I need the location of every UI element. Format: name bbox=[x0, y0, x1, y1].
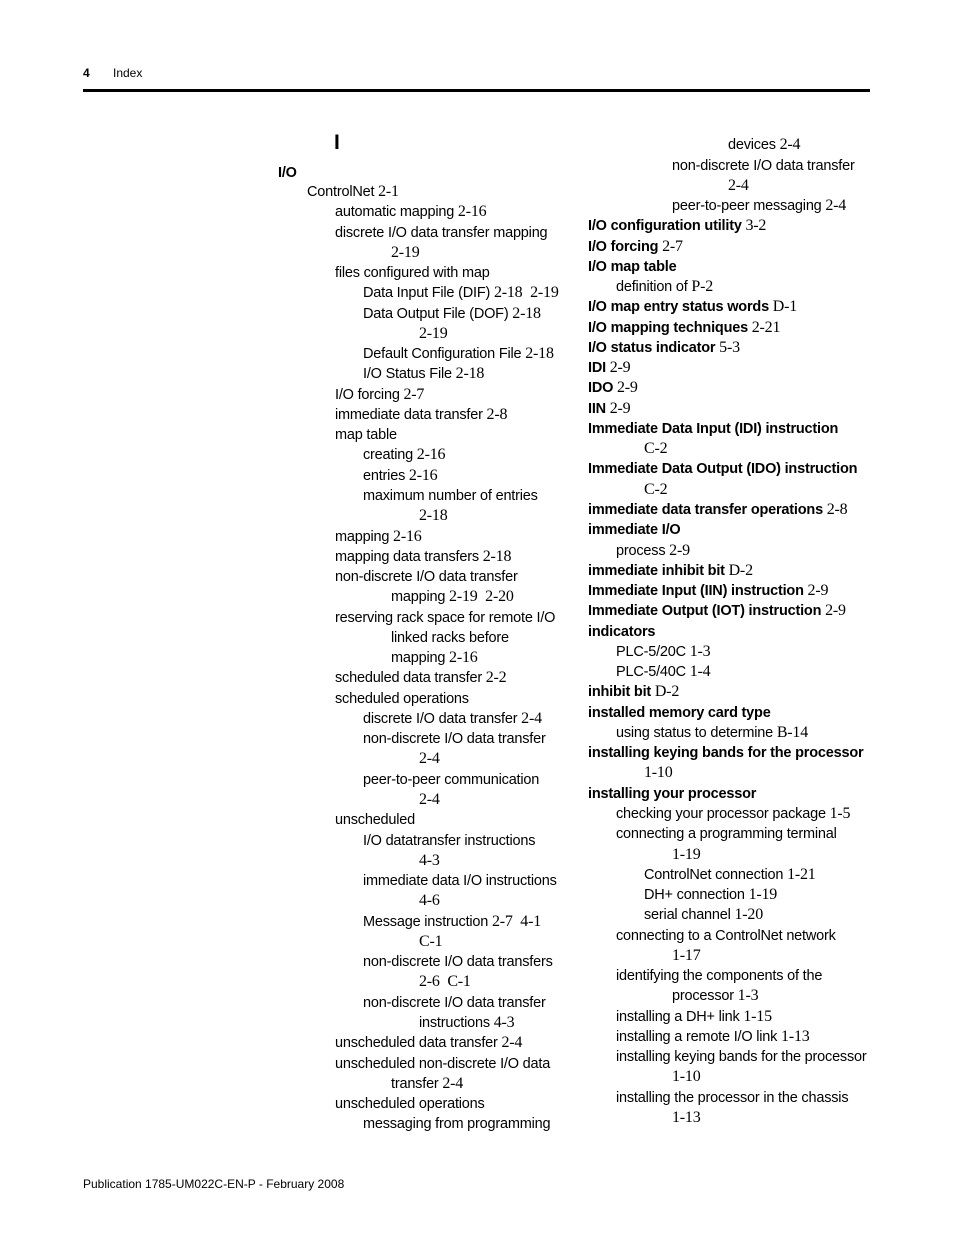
index-entry bbox=[588, 581, 828, 601]
index-entry bbox=[363, 770, 539, 790]
index-term: Data Output File (DOF) bbox=[363, 306, 509, 322]
index-entry bbox=[335, 668, 506, 688]
page-reference: 4-6 bbox=[419, 892, 440, 909]
index-entry bbox=[363, 486, 538, 506]
index-term: Immediate Input (IIN) instruction bbox=[588, 583, 804, 599]
index-term: discrete I/O data transfer mapping bbox=[335, 225, 548, 241]
index-entry bbox=[616, 1088, 848, 1108]
index-entry bbox=[335, 385, 424, 405]
index-term: non-discrete I/O data transfer bbox=[363, 731, 546, 747]
page-reference: C-2 bbox=[644, 440, 668, 457]
page-reference: 1-13 bbox=[777, 1028, 810, 1045]
index-entry bbox=[588, 703, 771, 723]
page-reference: 1-20 bbox=[730, 906, 764, 923]
index-entry bbox=[728, 135, 800, 155]
index-entry bbox=[419, 851, 440, 871]
index-entry bbox=[419, 790, 440, 810]
page-reference: D-2 bbox=[651, 683, 680, 700]
index-term: immediate inhibit bit bbox=[588, 563, 725, 579]
index-term: installing the processor in the chassis bbox=[616, 1090, 849, 1106]
index-term: Immediate Data Input (IDI) instruction bbox=[588, 421, 839, 437]
page-reference: 2-9 bbox=[665, 542, 690, 559]
page-reference: D-2 bbox=[724, 562, 753, 579]
page-reference: 2-19 2-20 bbox=[445, 588, 514, 605]
index-term: immediate data transfer bbox=[335, 407, 483, 423]
index-term: maximum number of entries bbox=[363, 488, 538, 504]
index-term: I/O configuration utility bbox=[588, 218, 742, 234]
page-reference: 2-9 bbox=[605, 359, 631, 376]
index-term: Immediate Output (IOT) instruction bbox=[588, 603, 822, 619]
index-term: serial channel bbox=[644, 907, 731, 923]
index-entry bbox=[419, 324, 448, 344]
page-reference: D-1 bbox=[768, 298, 798, 315]
index-term: I/O bbox=[278, 165, 297, 181]
page-reference: 2-18 2-19 bbox=[490, 284, 559, 301]
index-term: definition of bbox=[616, 279, 688, 295]
page-reference: 2-18 bbox=[508, 305, 541, 322]
index-entry bbox=[672, 156, 855, 176]
index-entry bbox=[335, 567, 518, 587]
index-term: installing a remote I/O link bbox=[616, 1029, 778, 1045]
index-entry bbox=[588, 419, 838, 439]
index-term: IIN bbox=[588, 401, 606, 417]
index-term: I/O forcing bbox=[335, 387, 400, 403]
index-term: files configured with map bbox=[335, 265, 490, 281]
page-reference: 2-2 bbox=[481, 669, 507, 686]
index-term: installing keying bands for the processor bbox=[588, 745, 864, 761]
index-entry bbox=[644, 763, 673, 783]
index-entry bbox=[616, 1027, 810, 1047]
running-header-section: Index bbox=[113, 66, 143, 80]
index-entry bbox=[588, 257, 676, 277]
index-term: immediate I/O bbox=[588, 522, 681, 538]
index-term: automatic mapping bbox=[335, 204, 455, 220]
index-entry bbox=[363, 283, 559, 303]
index-entry bbox=[616, 824, 837, 844]
page-reference: 2-18 bbox=[521, 345, 554, 362]
index-entry bbox=[335, 202, 486, 222]
index-entry bbox=[588, 318, 780, 338]
index-term: mapping data transfers bbox=[335, 549, 479, 565]
index-term: I/O Status File bbox=[363, 366, 452, 382]
index-entry bbox=[363, 709, 542, 729]
index-term: mapping bbox=[391, 650, 446, 666]
index-term: unscheduled operations bbox=[335, 1096, 485, 1112]
index-term: PLC-5/40C bbox=[616, 664, 686, 680]
page-reference: 2-16 bbox=[445, 649, 478, 666]
index-entry bbox=[363, 912, 541, 932]
index-entry bbox=[588, 216, 766, 236]
index-entry bbox=[588, 682, 679, 702]
index-entry bbox=[363, 364, 484, 384]
publication-footer: Publication 1785-UM022C-EN-P - February 2008 bbox=[83, 1177, 345, 1191]
index-entry bbox=[588, 601, 846, 621]
index-term: creating bbox=[363, 447, 413, 463]
index-term: transfer bbox=[391, 1076, 439, 1092]
index-entry bbox=[419, 749, 440, 769]
page-reference: 1-10 bbox=[672, 1068, 701, 1085]
index-term: mapping bbox=[335, 529, 390, 545]
index-entry bbox=[335, 527, 422, 547]
index-entry bbox=[588, 358, 630, 378]
page-reference: 2-19 bbox=[391, 244, 420, 261]
index-term: non-discrete I/O data transfer bbox=[672, 158, 855, 174]
page-reference: 2-8 bbox=[822, 501, 848, 518]
index-term: connecting to a ControlNet network bbox=[616, 928, 836, 944]
index-entry bbox=[672, 986, 758, 1006]
index-term: discrete I/O data transfer bbox=[363, 711, 518, 727]
page-reference: 1-17 bbox=[672, 947, 701, 964]
index-entry bbox=[363, 466, 437, 486]
index-entry bbox=[335, 608, 555, 628]
index-entry bbox=[672, 845, 701, 865]
index-entry bbox=[307, 182, 399, 202]
index-term: unscheduled bbox=[335, 812, 416, 828]
index-term: I/O datatransfer instructions bbox=[363, 833, 536, 849]
index-entry bbox=[616, 926, 836, 946]
index-term: peer-to-peer messaging bbox=[672, 198, 822, 214]
index-term: entries bbox=[363, 468, 406, 484]
index-term: IDO bbox=[588, 380, 614, 396]
index-entry bbox=[419, 506, 448, 526]
index-entry bbox=[419, 972, 471, 992]
index-entry bbox=[363, 445, 445, 465]
index-entry bbox=[588, 237, 683, 257]
page-reference: 2-16 bbox=[413, 446, 446, 463]
index-entry bbox=[616, 277, 713, 297]
index-entry bbox=[728, 176, 749, 196]
index-entry bbox=[335, 263, 490, 283]
page-reference: 2-1 bbox=[374, 183, 399, 200]
index-term: non-discrete I/O data transfers bbox=[363, 954, 553, 970]
index-entry bbox=[672, 1067, 701, 1087]
page-reference: 1-4 bbox=[685, 663, 711, 680]
page-reference: 2-4 bbox=[419, 750, 440, 767]
index-letter-heading: I bbox=[334, 131, 340, 154]
page-reference: 2-18 bbox=[451, 365, 485, 382]
index-term: processor bbox=[672, 988, 734, 1004]
page-number: 4 bbox=[83, 66, 90, 80]
index-entry bbox=[644, 865, 816, 885]
index-entry bbox=[335, 1033, 522, 1053]
index-entry bbox=[588, 297, 797, 317]
index-term: DH+ connection bbox=[644, 887, 745, 903]
page-reference: C-1 bbox=[419, 933, 443, 950]
index-entry bbox=[335, 810, 415, 830]
index-entry bbox=[363, 344, 554, 364]
page-reference: 1-10 bbox=[644, 764, 673, 781]
index-term: installed memory card type bbox=[588, 705, 771, 721]
index-entry bbox=[588, 500, 847, 520]
index-term: installing a DH+ link bbox=[616, 1009, 740, 1025]
index-term: scheduled operations bbox=[335, 691, 469, 707]
page-reference: 2-18 bbox=[478, 548, 512, 565]
index-term: I/O mapping techniques bbox=[588, 320, 748, 336]
index-term: linked racks before bbox=[391, 630, 509, 646]
page-reference: 5-3 bbox=[715, 339, 740, 356]
index-entry bbox=[363, 871, 557, 891]
index-entry bbox=[391, 648, 478, 668]
index-entry bbox=[335, 547, 511, 567]
page-reference: 2-7 bbox=[658, 238, 683, 255]
page-reference: 2-6 C-1 bbox=[419, 973, 471, 990]
page-reference: 2-4 bbox=[517, 710, 542, 727]
index-term: reserving rack space for remote I/O bbox=[335, 610, 556, 626]
index-term: process bbox=[616, 543, 666, 559]
index-entry bbox=[588, 338, 740, 358]
index-term: unscheduled data transfer bbox=[335, 1035, 498, 1051]
index-entry bbox=[363, 729, 546, 749]
index-term: I/O map entry status words bbox=[588, 299, 769, 315]
index-entry bbox=[363, 304, 541, 324]
index-entry bbox=[588, 622, 655, 642]
index-term: unscheduled non-discrete I/O data bbox=[335, 1056, 551, 1072]
page-reference: 1-19 bbox=[672, 846, 701, 863]
index-term: map table bbox=[335, 427, 397, 443]
index-term: Default Configuration File bbox=[363, 346, 522, 362]
index-term: inhibit bit bbox=[588, 684, 652, 700]
page-reference: 1-21 bbox=[783, 866, 816, 883]
index-term: instructions bbox=[419, 1015, 490, 1031]
index-term: non-discrete I/O data transfer bbox=[335, 569, 518, 585]
page-reference: 1-15 bbox=[739, 1008, 772, 1025]
page-reference: P-2 bbox=[687, 278, 714, 295]
page-reference: 1-3 bbox=[685, 643, 711, 660]
index-term: IDI bbox=[588, 360, 606, 376]
index-entry bbox=[616, 1047, 867, 1067]
page-reference: 2-21 bbox=[747, 319, 781, 336]
index-entry bbox=[644, 905, 763, 925]
index-term: peer-to-peer communication bbox=[363, 772, 540, 788]
index-entry bbox=[588, 459, 857, 479]
index-term: installing keying bands for the processor bbox=[616, 1049, 867, 1065]
page-reference: 1-13 bbox=[672, 1109, 701, 1126]
page-reference: 1-3 bbox=[733, 987, 759, 1004]
index-entry bbox=[335, 405, 507, 425]
page-reference: 2-4 bbox=[775, 136, 801, 153]
index-term: I/O map table bbox=[588, 259, 677, 275]
page-reference: 2-7 4-1 bbox=[488, 913, 542, 930]
index-entry bbox=[419, 932, 442, 952]
index-term: scheduled data transfer bbox=[335, 670, 482, 686]
index-entry bbox=[391, 243, 420, 263]
index-entry bbox=[616, 1007, 772, 1027]
index-entry bbox=[588, 743, 863, 763]
index-entry bbox=[335, 223, 547, 243]
index-term: ControlNet bbox=[307, 184, 375, 200]
index-entry bbox=[391, 628, 509, 648]
index-term: checking your processor package bbox=[616, 806, 826, 822]
page-reference: 1-19 bbox=[744, 886, 778, 903]
page-reference: 2-16 bbox=[389, 528, 422, 545]
index-term: immediate data I/O instructions bbox=[363, 873, 557, 889]
page-reference: 2-16 bbox=[454, 203, 487, 220]
page-reference: 2-4 bbox=[728, 177, 749, 194]
index-entry bbox=[335, 1054, 550, 1074]
index-entry bbox=[363, 993, 546, 1013]
index-term: non-discrete I/O data transfer bbox=[363, 995, 546, 1011]
index-entry bbox=[672, 1108, 701, 1128]
index-entry bbox=[391, 587, 514, 607]
index-entry bbox=[363, 952, 553, 972]
index-term: I/O forcing bbox=[588, 239, 659, 255]
page-reference: 2-9 bbox=[605, 400, 631, 417]
page-reference: 2-9 bbox=[803, 582, 829, 599]
page-reference: 2-18 bbox=[419, 507, 448, 524]
page-reference: 2-9 bbox=[821, 602, 846, 619]
header-rule bbox=[83, 89, 870, 92]
page-reference: 3-2 bbox=[741, 217, 767, 234]
index-entry bbox=[644, 480, 667, 500]
index-entry bbox=[391, 1074, 463, 1094]
index-entry bbox=[588, 378, 638, 398]
page-reference: 2-19 bbox=[419, 325, 448, 342]
page-reference: 2-4 bbox=[497, 1034, 523, 1051]
index-term: installing your processor bbox=[588, 786, 757, 802]
index-term: messaging from programming bbox=[363, 1116, 551, 1132]
page-reference: B-14 bbox=[773, 724, 809, 741]
index-entry bbox=[335, 689, 469, 709]
index-term: mapping bbox=[391, 589, 446, 605]
index-term: Immediate Data Output (IDO) instruction bbox=[588, 461, 858, 477]
index-term: identifying the components of the bbox=[616, 968, 823, 984]
page-reference: 2-4 bbox=[419, 791, 440, 808]
index-entry bbox=[335, 1094, 485, 1114]
index-entry bbox=[363, 831, 535, 851]
index-entry bbox=[419, 1013, 514, 1033]
index-entry bbox=[644, 885, 777, 905]
index-entry bbox=[588, 399, 630, 419]
index-entry bbox=[616, 966, 822, 986]
page-reference: 4-3 bbox=[419, 852, 440, 869]
page-reference: 2-4 bbox=[821, 197, 847, 214]
page-reference: C-2 bbox=[644, 481, 668, 498]
index-entry bbox=[419, 891, 440, 911]
page-reference: 2-4 bbox=[438, 1075, 464, 1092]
page-reference: 4-3 bbox=[489, 1014, 515, 1031]
index-entry bbox=[363, 1114, 550, 1134]
index-term: devices bbox=[728, 137, 776, 153]
page-reference: 2-9 bbox=[613, 379, 638, 396]
index-entry bbox=[616, 541, 690, 561]
index-term: indicators bbox=[588, 624, 656, 640]
index-entry bbox=[672, 946, 701, 966]
index-term: ControlNet connection bbox=[644, 867, 784, 883]
index-entry bbox=[335, 425, 397, 445]
index-term: PLC-5/20C bbox=[616, 644, 686, 660]
index-entry bbox=[644, 439, 667, 459]
index-entry bbox=[278, 163, 297, 183]
index-entry bbox=[672, 196, 846, 216]
index-term: Data Input File (DIF) bbox=[363, 285, 491, 301]
index-term: immediate data transfer operations bbox=[588, 502, 823, 518]
index-entry bbox=[588, 784, 756, 804]
index-term: I/O status indicator bbox=[588, 340, 716, 356]
index-term: connecting a programming terminal bbox=[616, 826, 837, 842]
index-term: Message instruction bbox=[363, 914, 489, 930]
index-entry bbox=[588, 561, 753, 581]
index-entry bbox=[588, 520, 681, 540]
page-reference: 2-7 bbox=[399, 386, 425, 403]
index-entry bbox=[616, 642, 710, 662]
index-term: using status to determine bbox=[616, 725, 774, 741]
index-entry bbox=[616, 723, 808, 743]
page-reference: 1-5 bbox=[825, 805, 851, 822]
index-entry bbox=[616, 804, 850, 824]
index-entry bbox=[616, 662, 710, 682]
page-reference: 2-8 bbox=[482, 406, 508, 423]
page-reference: 2-16 bbox=[405, 467, 438, 484]
